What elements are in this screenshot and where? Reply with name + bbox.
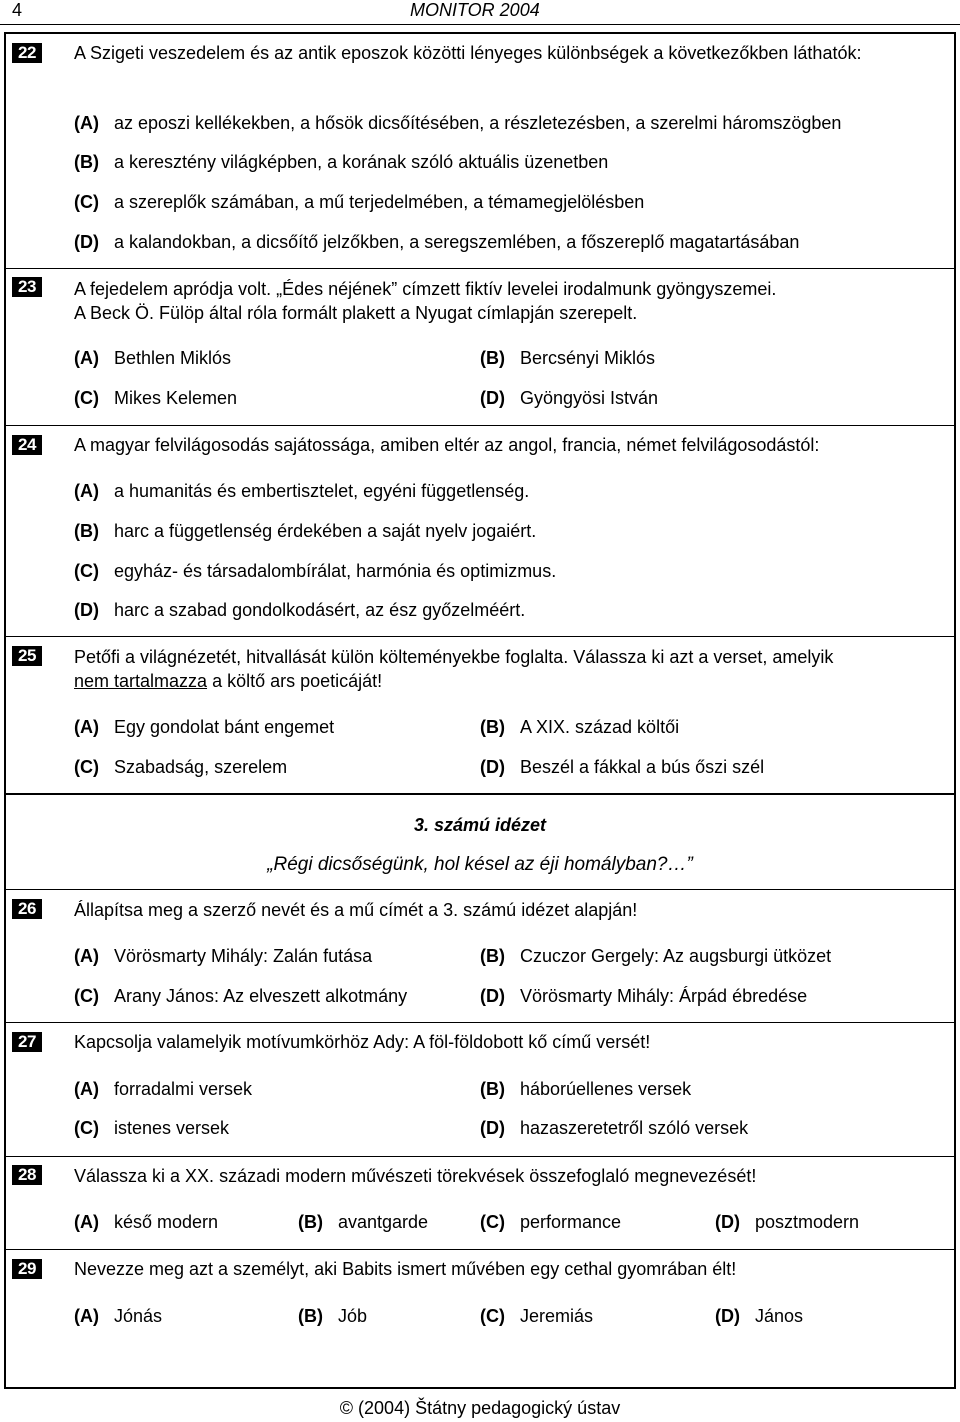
answer-option[interactable]: (D) Beszél a fákkal a bús őszi szél xyxy=(480,757,765,777)
answer-option[interactable]: (D) posztmodern xyxy=(715,1212,860,1232)
answer-option[interactable]: (B) A XIX. század költői xyxy=(480,717,680,737)
answer-option[interactable]: (A) a humanitás és embertisztelet, egyéni függetlenség. xyxy=(74,481,530,501)
answer-option[interactable]: (A) Egy gondolat bánt engemet xyxy=(74,717,335,737)
question-number: 26 xyxy=(12,899,42,919)
answer-option[interactable]: (C) Arany János: Az elveszett alkotmány xyxy=(74,986,408,1006)
answer-option[interactable]: (D) hazaszeretetről szóló versek xyxy=(480,1118,749,1138)
answer-option[interactable]: (C) Szabadság, szerelem xyxy=(74,757,288,777)
divider xyxy=(4,889,956,890)
question-number: 27 xyxy=(12,1032,42,1052)
question-text: Válassza ki a XX. századi modern művészeti törekvések összefoglaló megnevezését! xyxy=(74,1166,757,1186)
page-footer: © (2004) Štátny pedagogický ústav xyxy=(339,1398,621,1418)
answer-option[interactable]: (C) Mikes Kelemen xyxy=(74,388,238,408)
answer-option[interactable]: (B) harc a függetlenség érdekében a saját nyelv jogaiért. xyxy=(74,521,537,541)
answer-option[interactable]: (A) Jónás xyxy=(74,1306,163,1326)
divider xyxy=(4,1249,956,1250)
divider xyxy=(4,1156,956,1157)
answer-option[interactable]: (B) háborúellenes versek xyxy=(480,1079,692,1099)
divider xyxy=(4,425,956,426)
page-number: 4 xyxy=(12,0,23,20)
question-text: A Szigeti veszedelem és az antik eposzok közötti lényeges különbségek a következőkben láthatók: xyxy=(74,43,862,63)
answer-option[interactable]: (B) avantgarde xyxy=(298,1212,429,1232)
quote-title: 3. számú idézet xyxy=(413,815,547,835)
answer-option[interactable]: (C) Jeremiás xyxy=(480,1306,594,1326)
answer-option[interactable]: (A) Vörösmarty Mihály: Zalán futása xyxy=(74,946,373,966)
question-text: Kapcsolja valamelyik motívumkörhöz Ady: A föl-földobott kő című versét! xyxy=(74,1032,651,1052)
quote-text: „Régi dicsőségünk, hol késel az éji homályban?…” xyxy=(267,854,693,875)
question-number: 29 xyxy=(12,1259,42,1279)
answer-option[interactable]: (A) Bethlen Miklós xyxy=(74,348,232,368)
page-header-title: MONITOR 2004 xyxy=(410,0,540,20)
answer-option[interactable]: (D) Vörösmarty Mihály: Árpád ébredése xyxy=(480,986,808,1006)
question-text: Állapítsa meg a szerző nevét és a mű címét a 3. számú idézet alapján! xyxy=(74,900,638,920)
question-number: 23 xyxy=(12,277,42,297)
answer-option[interactable]: (C) istenes versek xyxy=(74,1118,230,1138)
answer-option[interactable]: (A) forradalmi versek xyxy=(74,1079,253,1099)
answer-option[interactable]: (D) a kalandokban, a dicsőítő jelzőkben, a seregszemlében, a főszereplő magatartásában xyxy=(74,232,800,252)
answer-option[interactable]: (A) az eposzi kellékekben, a hősök dicsőítésében, a részletezésben, a szerelmi háromszögben xyxy=(74,113,842,133)
question-number: 22 xyxy=(12,43,42,63)
answer-option[interactable]: (D) János xyxy=(715,1306,804,1326)
header-rule xyxy=(0,24,960,25)
answer-option[interactable]: (B) Bercsényi Miklós xyxy=(480,348,656,368)
divider xyxy=(4,636,956,637)
answer-option[interactable]: (C) egyház- és társadalombírálat, harmónia és optimizmus. xyxy=(74,561,557,581)
question-number: 28 xyxy=(12,1165,42,1185)
question-number: 25 xyxy=(12,646,42,666)
answer-option[interactable]: (C) a szereplők számában, a mű terjedelmében, a témamegjelölésben xyxy=(74,192,645,212)
question-text: Petőfi a világnézetét, hitvallását külön költeményekbe foglalta. Válassza ki azt a verset, amelyik nem tartalmazza a költő ars poeticáját! xyxy=(74,647,834,691)
question-number: 24 xyxy=(12,435,42,455)
divider xyxy=(4,1022,956,1023)
answer-option[interactable]: (B) a keresztény világképben, a korának szóló aktuális üzenetben xyxy=(74,152,609,172)
question-text: A magyar felvilágosodás sajátossága, amiben eltér az angol, francia, német felvilágosodástól: xyxy=(74,435,820,455)
answer-option[interactable]: (A) késő modern xyxy=(74,1212,219,1232)
divider xyxy=(4,268,956,269)
answer-option[interactable]: (B) Jób xyxy=(298,1306,368,1326)
question-text: Nevezze meg azt a személyt, aki Babits ismert művében egy cethal gyomrában élt! xyxy=(74,1259,737,1279)
answer-option[interactable]: (D) harc a szabad gondolkodásért, az ész győzelméért. xyxy=(74,600,526,620)
answer-option[interactable]: (C) performance xyxy=(480,1212,622,1232)
answer-option[interactable]: (D) Gyöngyösi István xyxy=(480,388,659,408)
question-text: A fejedelem apródja volt. „Édes néjének” címzett fiktív levelei irodalmunk gyöngyszemei. A Beck Ö. Fülöp által róla formált plakett a Nyugat címlapján szerepelt. xyxy=(74,279,777,323)
answer-option[interactable]: (B) Czuczor Gergely: Az augsburgi ütközet xyxy=(480,946,832,966)
